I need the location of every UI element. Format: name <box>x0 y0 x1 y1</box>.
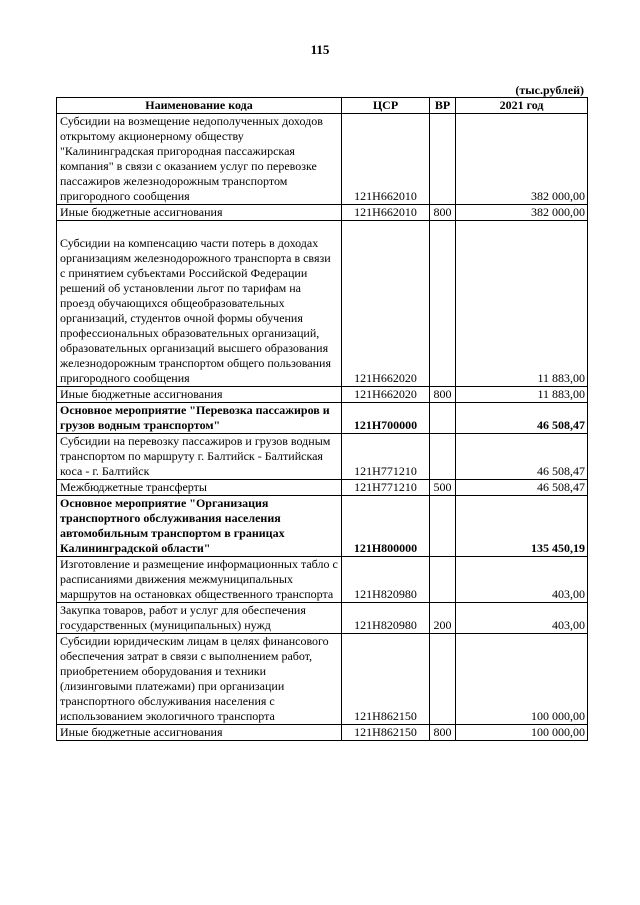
row-csr: 121Н700000 <box>342 403 430 434</box>
table-row <box>57 480 588 496</box>
row-vr <box>430 634 456 725</box>
table-row <box>57 603 588 634</box>
header-vr: ВР <box>430 98 456 114</box>
table-row <box>57 387 588 403</box>
row-csr: 121Н662010 <box>342 114 430 205</box>
row-vr: 800 <box>430 725 456 741</box>
table-header-row <box>57 98 588 114</box>
row-csr: 121Н771210 <box>342 434 430 480</box>
row-amount: 382 000,00 <box>456 205 588 221</box>
table-row <box>57 434 588 480</box>
row-amount: 46 508,47 <box>456 403 588 434</box>
row-vr <box>430 557 456 603</box>
table-row <box>57 205 588 221</box>
table-row <box>57 725 588 741</box>
row-name: Основное мероприятие "Организация транспортного обслуживания населения автомобильным транспортом в границах Калининградской области" <box>57 496 342 557</box>
row-csr: 121Н662010 <box>342 205 430 221</box>
table-row <box>57 496 588 557</box>
row-name: Иные бюджетные ассигнования <box>57 725 342 741</box>
row-amount: 403,00 <box>456 557 588 603</box>
row-amount: 100 000,00 <box>456 634 588 725</box>
row-csr: 121Н662020 <box>342 221 430 387</box>
row-name: Субсидии на возмещение недополученных доходов открытому акционерному обществу "Калининградская пригородная пассажирская компания" в связи с оказанием услуг по перевозке пассажиров железнодорожным транспортом пригородного сообщения <box>57 114 342 205</box>
table-row <box>57 221 588 387</box>
row-name: Иные бюджетные ассигнования <box>57 205 342 221</box>
table-row <box>57 114 588 205</box>
budget-table <box>56 97 588 741</box>
row-amount: 382 000,00 <box>456 114 588 205</box>
row-amount: 135 450,19 <box>456 496 588 557</box>
row-name: Закупка товаров, работ и услуг для обеспечения государственных (муниципальных) нужд <box>57 603 342 634</box>
row-vr <box>430 221 456 387</box>
header-code-name: Наименование кода <box>57 98 342 114</box>
table-row <box>57 403 588 434</box>
row-amount: 11 883,00 <box>456 221 588 387</box>
row-csr: 121Н862150 <box>342 725 430 741</box>
row-name: Субсидии на компенсацию части потерь в доходах организациям железнодорожного транспорта в связи с принятием субъектами Российской Федерации решений об установлении льгот по тарифам на проезд обучающихся общеобразовательных организаций, студентов очной формы обучения профессиональных образовательных организаций, образовательных организаций высшего образования железнодорожным транспортом общего пользования пригородного сообщения <box>57 221 342 387</box>
row-csr: 121Н862150 <box>342 634 430 725</box>
row-vr: 200 <box>430 603 456 634</box>
row-name: Изготовление и размещение информационных табло с расписаниями движения межмуниципальных маршрутов на остановках общественного транспорта <box>57 557 342 603</box>
table-body <box>57 114 588 741</box>
row-csr: 121Н662020 <box>342 387 430 403</box>
row-vr <box>430 434 456 480</box>
row-name: Межбюджетные трансферты <box>57 480 342 496</box>
row-csr: 121Н820980 <box>342 557 430 603</box>
row-amount: 403,00 <box>456 603 588 634</box>
header-year: 2021 год <box>456 98 588 114</box>
row-csr: 121Н800000 <box>342 496 430 557</box>
row-amount: 11 883,00 <box>456 387 588 403</box>
row-name: Субсидии юридическим лицам в целях финансового обеспечения затрат в связи с выполнением работ, приобретением оборудования и техники (лизинговыми платежами) при организации транспортного обслуживания населения с использованием экологичного транспорта <box>57 634 342 725</box>
row-vr: 800 <box>430 205 456 221</box>
row-csr: 121Н771210 <box>342 480 430 496</box>
row-csr: 121Н820980 <box>342 603 430 634</box>
row-name: Субсидии на перевозку пассажиров и грузов водным транспортом по маршруту г. Балтийск - Балтийская коса - г. Балтийск <box>57 434 342 480</box>
row-vr: 500 <box>430 480 456 496</box>
row-vr <box>430 114 456 205</box>
header-csr: ЦСР <box>342 98 430 114</box>
row-vr <box>430 496 456 557</box>
row-name: Основное мероприятие "Перевозка пассажиров и грузов водным транспортом" <box>57 403 342 434</box>
row-amount: 100 000,00 <box>456 725 588 741</box>
units-label: (тыс.рублей) <box>515 83 584 97</box>
row-amount: 46 508,47 <box>456 480 588 496</box>
table-row <box>57 634 588 725</box>
row-vr <box>430 403 456 434</box>
page-number: 115 <box>310 42 330 57</box>
row-vr: 800 <box>430 387 456 403</box>
row-name: Иные бюджетные ассигнования <box>57 387 342 403</box>
row-amount: 46 508,47 <box>456 434 588 480</box>
table-row <box>57 557 588 603</box>
